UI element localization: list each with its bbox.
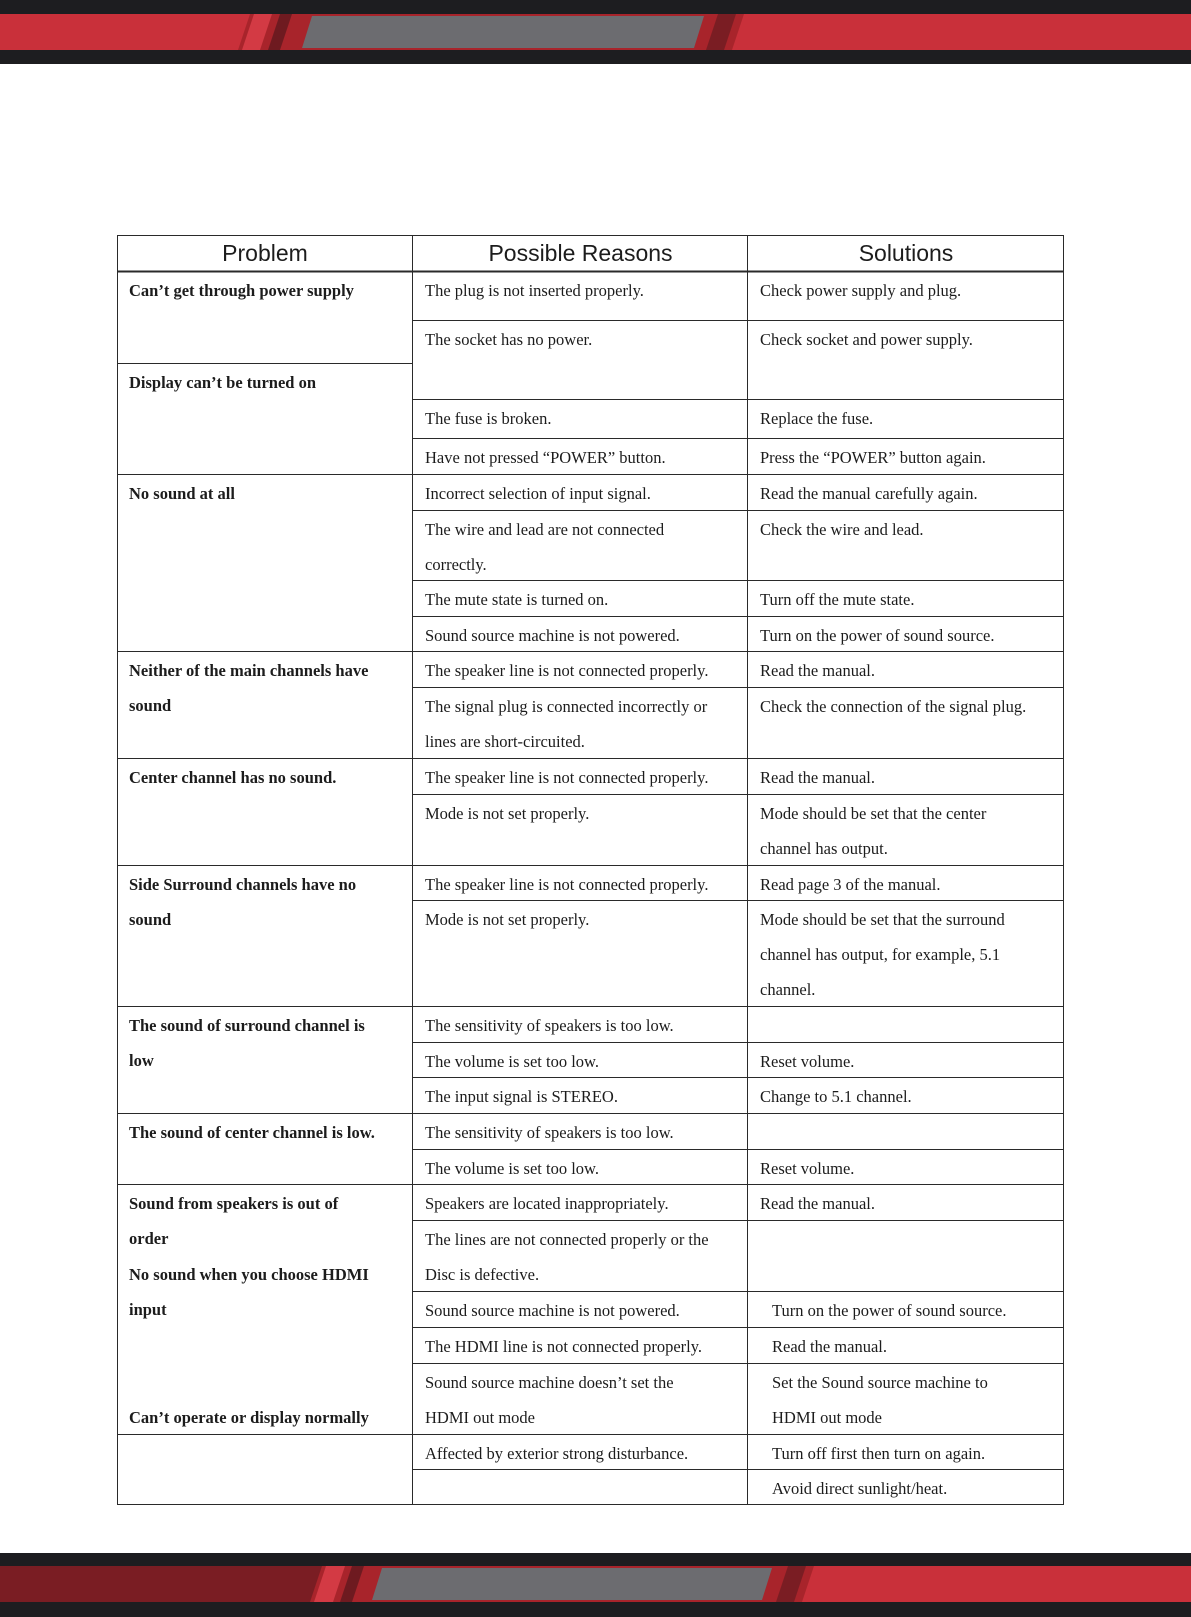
- problem-cell: No sound when you choose HDMI input: [129, 1265, 369, 1319]
- solution-cell: Press the “POWER” button again.: [760, 448, 986, 467]
- solution-cell: Read page 3 of the manual.: [760, 875, 941, 894]
- solution-cell: Replace the fuse.: [760, 409, 874, 428]
- solution-cell: Read the manual carefully again.: [760, 484, 978, 503]
- solution-cell: Check the wire and lead.: [760, 520, 924, 539]
- reason-cell: Mode is not set properly.: [425, 804, 590, 823]
- reason-cell: The speaker line is not connected properly.: [425, 768, 709, 787]
- reason-cell: The plug is not inserted properly.: [425, 281, 644, 300]
- problem-cell: Can’t operate or display normally: [129, 1408, 369, 1427]
- reason-cell: Affected by exterior strong disturbance.: [425, 1444, 689, 1463]
- reason-cell: Have not pressed “POWER” button.: [425, 448, 666, 467]
- top-decorative-banner: [0, 0, 1191, 64]
- solution-cell: Check power supply and plug.: [760, 281, 962, 300]
- problem-cell: No sound at all: [129, 484, 235, 503]
- reason-cell: Speakers are located inappropriately.: [425, 1194, 669, 1213]
- troubleshooting-table: [117, 235, 1064, 1505]
- solution-cell: Read the manual.: [760, 661, 876, 680]
- solution-cell: [760, 1007, 1064, 1008]
- solution-cell: Mode should be set that the surround channel has output, for example, 5.1 channel.: [760, 910, 1005, 999]
- reason-cell: The signal plug is connected incorrectly or lines are short-circuited.: [425, 697, 708, 751]
- reason-cell: Sound source machine is not powered.: [425, 1301, 680, 1320]
- solution-cell: Turn off the mute state.: [760, 590, 915, 609]
- reason-cell: [425, 1470, 747, 1471]
- solution-cell: Read the manual.: [760, 768, 876, 787]
- reason-cell: The fuse is broken.: [425, 409, 552, 428]
- solution-cell: Check the connection of the signal plug.: [760, 697, 1027, 716]
- solution-cell: [760, 1221, 1064, 1222]
- reason-cell: The HDMI line is not connected properly.: [425, 1337, 703, 1356]
- solution-cell: Read the manual.: [772, 1337, 888, 1356]
- solution-cell: Turn off first then turn on again.: [772, 1444, 986, 1463]
- reason-cell: The volume is set too low.: [425, 1052, 599, 1071]
- problem-cell: The sound of center channel is low.: [129, 1123, 375, 1142]
- problem-cell: Sound from speakers is out of order: [129, 1194, 339, 1248]
- problem-cell: Center channel has no sound.: [129, 768, 337, 787]
- header-problem: Problem: [222, 240, 308, 266]
- reason-cell: Sound source machine doesn’t set the HDMI out mode: [425, 1373, 674, 1427]
- problem-cell: Neither of the main channels have sound: [129, 661, 369, 715]
- reason-cell: The speaker line is not connected properly.: [425, 661, 709, 680]
- reason-cell: The sensitivity of speakers is too low.: [425, 1016, 674, 1035]
- reason-cell: The mute state is turned on.: [425, 590, 609, 609]
- reason-cell: The input signal is STEREO.: [425, 1087, 618, 1106]
- problem-cell: The sound of surround channel is low: [129, 1016, 365, 1070]
- problem-cell: Display can’t be turned on: [129, 373, 317, 392]
- reason-cell: Mode is not set properly.: [425, 910, 590, 929]
- solution-cell: Change to 5.1 channel.: [760, 1087, 912, 1106]
- reason-cell: The volume is set too low.: [425, 1159, 599, 1178]
- solution-cell: [760, 1114, 1064, 1115]
- problem-cell: Side Surround channels have no sound: [129, 875, 357, 929]
- reason-cell: The wire and lead are not connected correctly.: [425, 520, 665, 574]
- header-solutions: Solutions: [858, 240, 954, 266]
- reason-cell: The sensitivity of speakers is too low.: [425, 1123, 674, 1142]
- problem-cell: Can’t get through power supply: [129, 281, 354, 300]
- header-possible-reasons: Possible Reasons: [488, 240, 673, 266]
- reason-cell: Sound source machine is not powered.: [425, 626, 680, 645]
- solution-cell: Reset volume.: [760, 1052, 855, 1071]
- reason-cell: The socket has no power.: [425, 330, 593, 349]
- solution-cell: Reset volume.: [760, 1159, 855, 1178]
- reason-cell: The lines are not connected properly or the Disc is defective.: [425, 1230, 709, 1284]
- reason-cell: Incorrect selection of input signal.: [425, 484, 651, 503]
- solution-cell: Avoid direct sunlight/heat.: [772, 1479, 948, 1498]
- solution-cell: Set the Sound source machine to HDMI out mode: [772, 1373, 988, 1427]
- solution-cell: Turn on the power of sound source.: [760, 626, 995, 645]
- solution-cell: Turn on the power of sound source.: [772, 1301, 1007, 1320]
- bottom-decorative-banner: [0, 1553, 1191, 1617]
- reason-cell: The speaker line is not connected properly.: [425, 875, 709, 894]
- solution-cell: Read the manual.: [760, 1194, 876, 1213]
- solution-cell: Mode should be set that the center channel has output.: [760, 804, 987, 858]
- solution-cell: Check socket and power supply.: [760, 330, 973, 349]
